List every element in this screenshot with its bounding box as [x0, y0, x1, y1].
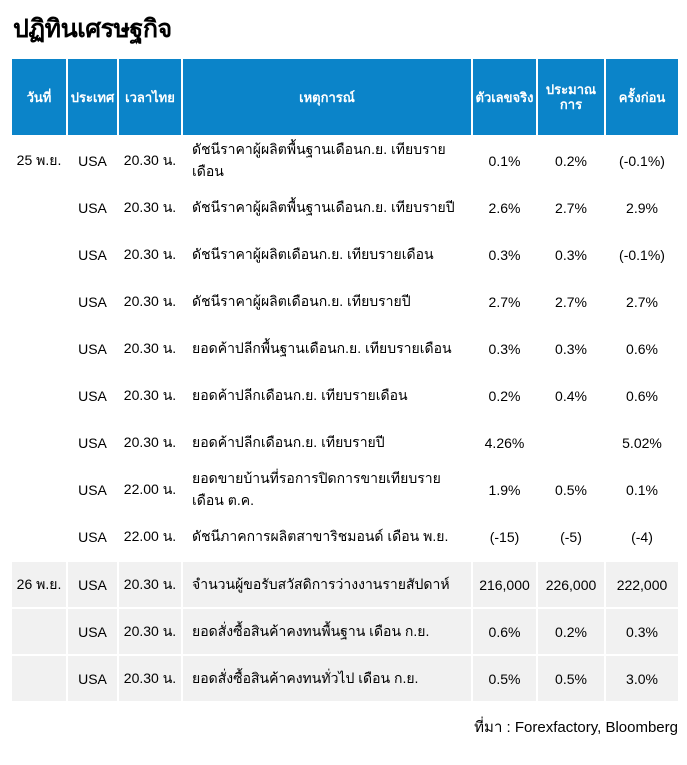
- cell-country: USA: [68, 325, 117, 372]
- cell-actual: 0.5%: [473, 656, 536, 701]
- cell-country: USA: [68, 419, 117, 466]
- cell-forecast: 0.3%: [538, 325, 604, 372]
- table-body: [12, 137, 678, 701]
- cell-forecast: [538, 419, 604, 466]
- cell-actual: 1.9%: [473, 466, 536, 513]
- cell-actual: 0.1%: [473, 137, 536, 184]
- cell-event: ดัชนีราคาผู้ผลิตเดือนก.ย. เทียบรายปี: [183, 278, 471, 325]
- cell-date: [12, 466, 66, 513]
- cell-event: ยอดสั่งซื้อสินค้าคงทนพื้นฐาน เดือน ก.ย.: [183, 609, 471, 654]
- page-title: ปฏิทินเศรษฐกิจ: [13, 15, 172, 43]
- table-row: [12, 278, 678, 325]
- cell-actual: 0.3%: [473, 231, 536, 278]
- cell-date: [12, 278, 66, 325]
- cell-forecast: 0.4%: [538, 372, 604, 419]
- table-row: [12, 609, 678, 654]
- column-header-event: เหตุการณ์: [183, 59, 471, 135]
- cell-country: USA: [68, 372, 117, 419]
- column-header-country: ประเทศ: [68, 59, 117, 135]
- cell-event: ยอดค้าปลีกเดือนก.ย. เทียบรายเดือน: [183, 372, 471, 419]
- cell-date: 26 พ.ย.: [12, 562, 66, 607]
- cell-time: 20.30 น.: [119, 372, 181, 419]
- column-header-forecast: ประมาณการ: [538, 59, 604, 135]
- cell-actual: 2.7%: [473, 278, 536, 325]
- cell-actual: 0.2%: [473, 372, 536, 419]
- cell-country: USA: [68, 231, 117, 278]
- cell-previous: 2.7%: [606, 278, 678, 325]
- cell-date: [12, 184, 66, 231]
- cell-event: ดัชนีราคาผู้ผลิตพื้นฐานเดือนก.ย. เทียบรายปี: [183, 184, 471, 231]
- cell-country: USA: [68, 466, 117, 513]
- cell-previous: 222,000: [606, 562, 678, 607]
- cell-event: ยอดค้าปลีกพื้นฐานเดือนก.ย. เทียบรายเดือน: [183, 325, 471, 372]
- cell-country: USA: [68, 278, 117, 325]
- cell-country: USA: [68, 562, 117, 607]
- cell-time: 20.30 น.: [119, 278, 181, 325]
- cell-previous: 2.9%: [606, 184, 678, 231]
- cell-time: 20.30 น.: [119, 419, 181, 466]
- cell-event: จำนวนผู้ขอรับสวัสดิการว่างงานรายสัปดาห์: [183, 562, 471, 607]
- column-header-previous: ครั้งก่อน: [606, 59, 678, 135]
- economic-calendar-table: [12, 59, 678, 701]
- table-row: [12, 325, 678, 372]
- table-row: [12, 231, 678, 278]
- cell-time: 20.30 น.: [119, 562, 181, 607]
- cell-time: 20.30 น.: [119, 325, 181, 372]
- cell-country: USA: [68, 609, 117, 654]
- cell-country: USA: [68, 656, 117, 701]
- cell-forecast: 0.5%: [538, 466, 604, 513]
- table-row: [12, 562, 678, 607]
- table-row: [12, 656, 678, 701]
- cell-previous: (-4): [606, 513, 678, 560]
- cell-date: [12, 372, 66, 419]
- cell-forecast: 2.7%: [538, 184, 604, 231]
- table-row: [12, 137, 678, 184]
- table-row: [12, 419, 678, 466]
- cell-date: [12, 325, 66, 372]
- cell-actual: (-15): [473, 513, 536, 560]
- cell-previous: (-0.1%): [606, 137, 678, 184]
- cell-event: ยอดขายบ้านที่รอการปิดการขายเทียบรายเดือน ต.ค.: [183, 466, 471, 513]
- cell-previous: (-0.1%): [606, 231, 678, 278]
- cell-actual: 0.3%: [473, 325, 536, 372]
- cell-time: 20.30 น.: [119, 184, 181, 231]
- cell-country: USA: [68, 184, 117, 231]
- cell-date: 25 พ.ย.: [12, 137, 66, 184]
- cell-forecast: (-5): [538, 513, 604, 560]
- table-row: [12, 372, 678, 419]
- cell-actual: 4.26%: [473, 419, 536, 466]
- cell-actual: 216,000: [473, 562, 536, 607]
- cell-time: 20.30 น.: [119, 656, 181, 701]
- cell-previous: 0.6%: [606, 372, 678, 419]
- cell-forecast: 0.2%: [538, 137, 604, 184]
- column-header-actual: ตัวเลขจริง: [473, 59, 536, 135]
- cell-forecast: 0.5%: [538, 656, 604, 701]
- cell-time: 22.00 น.: [119, 513, 181, 560]
- table-row: [12, 513, 678, 560]
- cell-previous: 3.0%: [606, 656, 678, 701]
- cell-previous: 5.02%: [606, 419, 678, 466]
- cell-previous: 0.3%: [606, 609, 678, 654]
- cell-time: 20.30 น.: [119, 231, 181, 278]
- cell-forecast: 226,000: [538, 562, 604, 607]
- cell-actual: 2.6%: [473, 184, 536, 231]
- table-header-row: [12, 59, 678, 135]
- cell-date: [12, 513, 66, 560]
- cell-previous: 0.6%: [606, 325, 678, 372]
- cell-forecast: 0.2%: [538, 609, 604, 654]
- cell-actual: 0.6%: [473, 609, 536, 654]
- cell-previous: 0.1%: [606, 466, 678, 513]
- cell-event: ยอดสั่งซื้อสินค้าคงทนทั่วไป เดือน ก.ย.: [183, 656, 471, 701]
- cell-event: ยอดค้าปลีกเดือนก.ย. เทียบรายปี: [183, 419, 471, 466]
- cell-date: [12, 419, 66, 466]
- column-header-date: วันที่: [12, 59, 66, 135]
- cell-date: [12, 609, 66, 654]
- cell-time: 22.00 น.: [119, 466, 181, 513]
- cell-forecast: 2.7%: [538, 278, 604, 325]
- cell-country: USA: [68, 137, 117, 184]
- cell-date: [12, 656, 66, 701]
- cell-event: ดัชนีภาคการผลิตสาขาริชมอนด์ เดือน พ.ย.: [183, 513, 471, 560]
- cell-date: [12, 231, 66, 278]
- table-row: [12, 184, 678, 231]
- table-row: [12, 466, 678, 513]
- cell-event: ดัชนีราคาผู้ผลิตเดือนก.ย. เทียบรายเดือน: [183, 231, 471, 278]
- cell-forecast: 0.3%: [538, 231, 604, 278]
- cell-time: 20.30 น.: [119, 137, 181, 184]
- cell-time: 20.30 น.: [119, 609, 181, 654]
- cell-event: ดัชนีราคาผู้ผลิตพื้นฐานเดือนก.ย. เทียบรายเดือน: [183, 137, 471, 184]
- source-note: ที่มา : Forexfactory, Bloomberg: [474, 719, 678, 736]
- cell-country: USA: [68, 513, 117, 560]
- column-header-time: เวลาไทย: [119, 59, 181, 135]
